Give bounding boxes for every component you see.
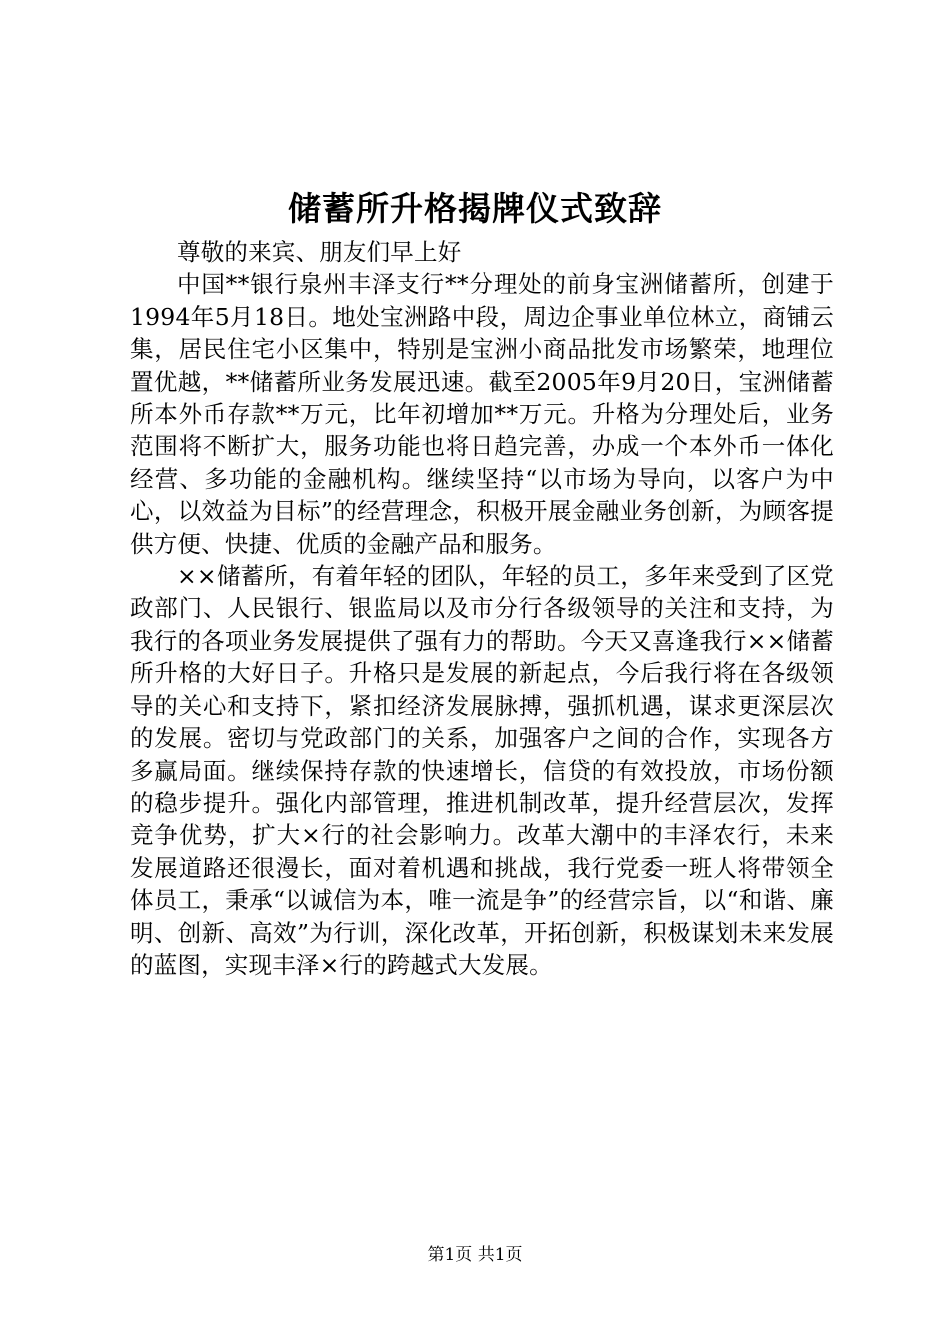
salutation: 尊敬的来宾、朋友们早上好	[177, 238, 462, 266]
paragraph-1: 中国**银行泉州丰泽支行**分理处的前身宝洲储蓄所，创建于1994年5月18日。地处宝洲路中段，周边企事业单位林立，商铺云集，居民住宅小区集中，特别是宝洲小商品批发市场繁荣，地理位置优越，**储蓄所业务发展迅速。截至2005年9月20日，宝洲储蓄所本外币存款**万元，比年初增加**万元。升格为分理处后，业务范围将不断扩大，服务功能也将日趋完善，办成一个本外币一体化经营、多功能的金融机构。继续坚持“以市场为导向，以客户为中心，以效益为目标”的经营理念，积极开展金融业务创新，为顾客提供方便、快捷、优质的金融产品和服务。	[130, 270, 834, 558]
page-number-footer: 第1页 共1页	[427, 1245, 523, 1265]
document-body	[130, 236, 834, 981]
paragraph-2: ××储蓄所，有着年轻的团队，年轻的员工，多年来受到了区党政部门、人民银行、银监局以及市分行各级领导的关注和支持，为我行的各项业务发展提供了强有力的帮助。今天又喜逢我行××储蓄所升格的大好日子。升格只是发展的新起点，今后我行将在各级领导的关心和支持下，紧扣经济发展脉搏，强抓机遇，谋求更深层次的发展。密切与党政部门的关系，加强客户之间的合作，实现各方多赢局面。继续保持存款的快速增长，信贷的有效投放，市场份额的稳步提升。强化内部管理，推进机制改革，提升经营层次，发挥竞争优势，扩大×行的社会影响力。改革大潮中的丰泽农行，未来发展道路还很漫长，面对着机遇和挑战，我行党委一班人将带领全体员工，秉承“以诚信为本，唯一流是争”的经营宗旨，以“和谐、廉明、创新、高效”为行训，深化改革，开拓创新，积极谋划未来发展的蓝图，实现丰泽×行的跨越式大发展。	[130, 562, 834, 979]
document-title: 储蓄所升格揭牌仪式致辞	[288, 189, 662, 228]
